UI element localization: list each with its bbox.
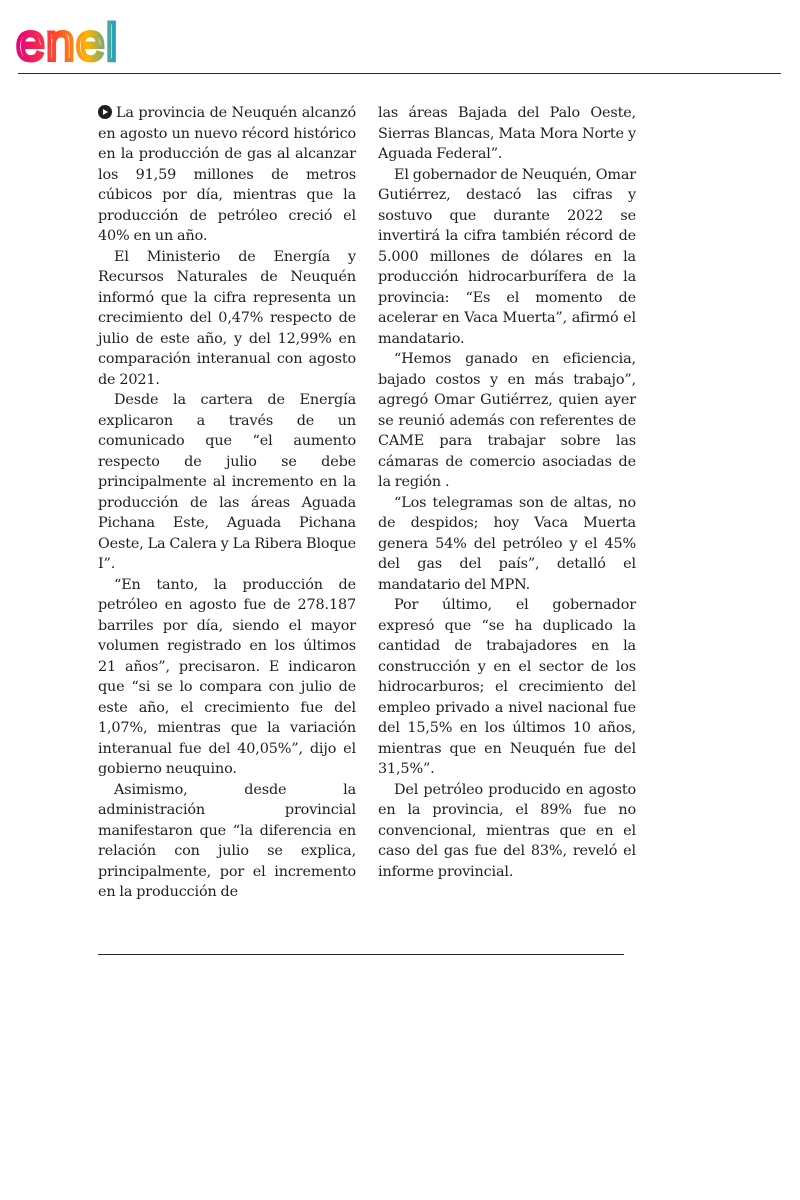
paragraph: Por último, el gobernador expresó que “se ha duplicado la cantidad de trabajadores en la construcción y en el sector de los hidrocarburos; el crecimiento del empleo privado a nivel nacional fue del 15,5% en los últimos 10 años, mientras que en Neuquén fue del 31,5%”. — [378, 597, 636, 777]
paragraph: Desde la cartera de Energía explicaron a través de un comunicado que “el aumento respecto de julio se debe principalmente al incremento en la producción de las áreas Aguada Pichana Este, Aguada Pichana Oeste, La Calera y La Ribera Bloque I”. — [98, 392, 356, 572]
paragraph: El Ministerio de Energía y Recursos Naturales de Neuquén informó que la cifra representa un crecimiento del 0,47% respecto de julio de este año, y del 12,99% en comparación interanual con agosto de 2021. — [98, 248, 356, 388]
paragraph: “Los telegramas son de altas, no de despidos; hoy Vaca Muerta genera 54% del petróleo y el 45% del gas del país”, detalló el mandatario del MPN. — [378, 494, 636, 593]
play-bullet-icon — [98, 105, 112, 119]
enel-logo — [14, 8, 174, 68]
paragraph: Del petróleo producido en agosto en la provincia, el 89% fue no convencional, mientras que en el caso del gas fue del 83%, reveló el informe provincial. — [378, 781, 636, 880]
paragraph: las áreas Bajada del Palo Oeste, Sierras Blancas, Mata Mora Norte y Aguada Federal”. — [378, 105, 636, 162]
article-column-left — [98, 103, 356, 903]
paragraph: “Hemos ganado en eficiencia, bajado costos y en más trabajo”, agregó Omar Gutiérrez, quien ayer se reunió además con referentes de CAME para trabajar sobre las cámaras de comercio asociadas de la región . — [378, 351, 636, 490]
paragraph — [98, 103, 356, 247]
article-end-divider — [98, 954, 624, 955]
paragraph: “En tanto, la producción de petróleo en agosto fue de 278.187 barriles por día, siendo el mayor volumen registrado en los últimos 21 años”, precisaron. E indicaron que “si se lo compara con julio de este año, el crecimiento fue del 1,07%, mientras que la variación interanual fue del 40,05%”, dijo el gobierno neuquino. — [98, 576, 356, 777]
paragraph: Asimismo, desde la administración provincial manifestaron que “la diferencia en relación con julio se explica, principalmente, por el incremento en la producción de — [98, 781, 356, 900]
paragraph-text: La provincia de Neuquén alcanzó en agosto un nuevo récord histórico en la producción de gas al alcanzar los 91,59 millones de metros cúbicos por día, mientras que la producción de petróleo creció el 40% en un año. — [98, 105, 356, 244]
paragraph: El gobernador de Neuquén, Omar Gutiérrez, destacó las cifras y sostuvo que durante 2022 se invertirá la cifra también récord de 5.000 millones de dólares en la producción hidrocarburífera de la provincia: “Es el momento de acelerar en Vaca Muerta”, afirmó el mandatario. — [378, 166, 636, 347]
article-column-right — [378, 103, 636, 882]
logo-wordmark: enel — [16, 14, 119, 68]
header-divider — [18, 73, 781, 74]
enel-logo-graphic — [14, 8, 174, 68]
